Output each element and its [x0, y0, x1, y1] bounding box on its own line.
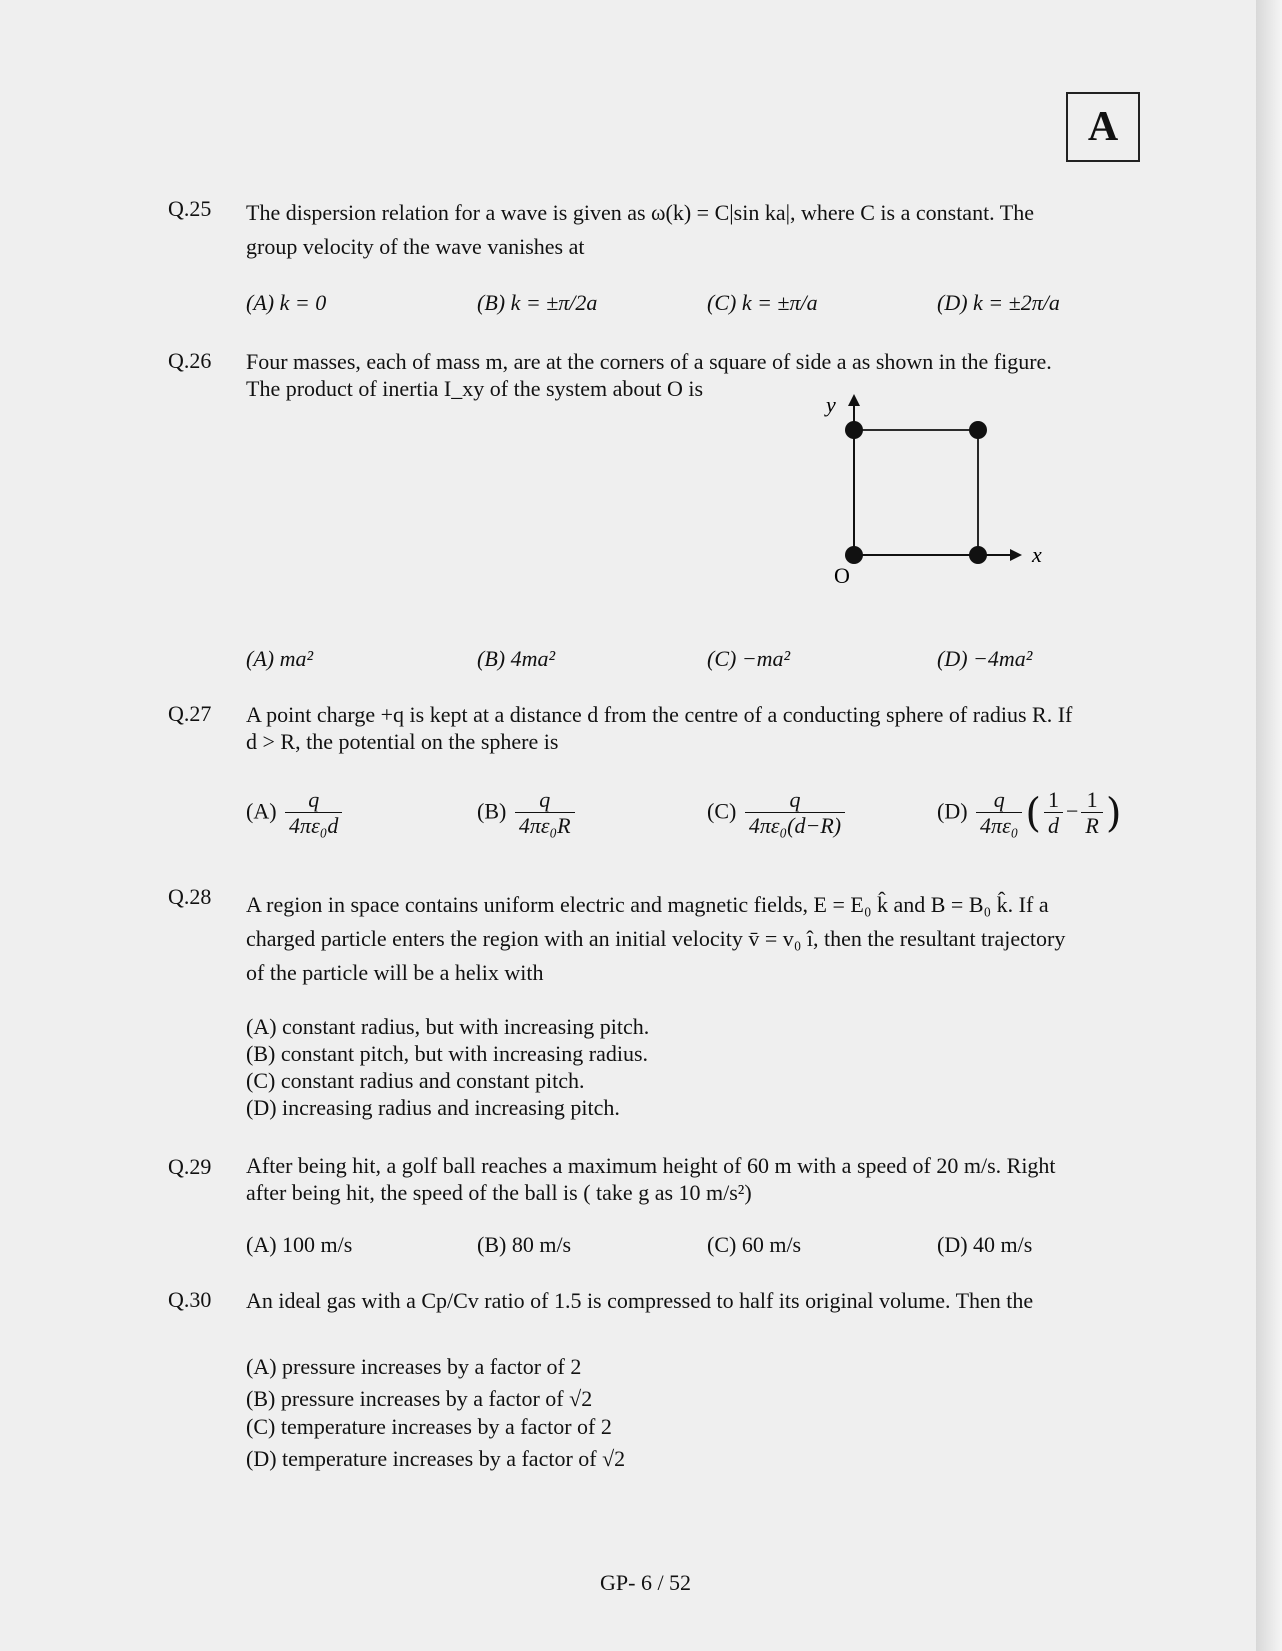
question-30-line-1: An ideal gas with a Cp/Cv ratio of 1.5 is compressed to half its original volume. Then the [246, 1288, 1034, 1313]
question-number-26: Q.26 [168, 348, 212, 373]
q28-option-a[interactable]: (A) constant radius, but with increasing pitch. [246, 1014, 650, 1039]
q27-option-d-label: (D) [937, 798, 968, 824]
q27-option-c[interactable] [707, 788, 848, 839]
q27-option-a[interactable] [246, 788, 345, 839]
set-label: A [1066, 92, 1140, 162]
q27-d-minus: − [1066, 798, 1079, 824]
q30-option-b[interactable]: (B) pressure increases by a factor of √2 [246, 1386, 593, 1411]
page-footer: GP- 6 / 52 [600, 1570, 692, 1595]
q30-option-a[interactable]: (A) pressure increases by a factor of 2 [246, 1354, 582, 1379]
question-25-line-2: group velocity of the wave vanishes at [246, 234, 585, 259]
q26-option-a[interactable]: (A) ma² [246, 646, 314, 671]
right-paren: ) [1105, 790, 1122, 837]
q29-option-c[interactable]: (C) 60 m/s [707, 1232, 802, 1257]
question-number-28: Q.28 [168, 884, 212, 909]
q27-a-numerator: q [285, 788, 342, 813]
question-number-30: Q.30 [168, 1287, 212, 1312]
question-28-line-3: of the particle will be a helix with [246, 960, 544, 985]
question-28-line-1: A region in space contains uniform electric and magnetic fields, E = E₀ k̂ and B = B₀ k̂. If a [246, 892, 1049, 917]
q25-option-a[interactable]: (A) k = 0 [246, 290, 327, 315]
q25-option-d[interactable]: (D) k = ±2π/a [937, 290, 1060, 315]
mass-top-right [969, 421, 987, 439]
question-28-line-2: charged particle enters the region with an initial velocity v̄ = v₀ î, then the resultant trajectory [246, 926, 1066, 951]
q27-c-numerator: q [745, 788, 845, 813]
x-axis-label: x [1032, 542, 1042, 567]
question-number-29: Q.29 [168, 1154, 212, 1179]
q28-option-b[interactable]: (B) constant pitch, but with increasing radius. [246, 1041, 649, 1066]
q26-option-b[interactable]: (B) 4ma² [477, 646, 556, 671]
square-masses-figure [810, 392, 1060, 592]
q27-d-inner-fraction-1 [1044, 788, 1063, 839]
question-29-text [246, 1152, 1146, 1206]
q27-d-inner-fraction-2 [1081, 788, 1102, 839]
q27-option-b-label: (B) [477, 798, 507, 824]
question-25-text [246, 196, 1146, 264]
q29-option-a[interactable]: (A) 100 m/s [246, 1232, 353, 1257]
q27-b-denominator: 4πε₀R [518, 813, 571, 838]
y-axis-label: y [826, 392, 836, 417]
q27-d-numerator: q [976, 788, 1022, 813]
q27-b-numerator: q [515, 788, 575, 813]
question-29-line-2: after being hit, the speed of the ball is ( take g as 10 m/s²) [246, 1180, 752, 1205]
x-axis-arrow-icon [1010, 549, 1022, 561]
q27-d-inner-den1: d [1048, 813, 1059, 838]
y-axis-arrow-icon [848, 394, 860, 406]
q27-option-d[interactable] [937, 788, 1121, 839]
q27-d-inner-den2: R [1085, 813, 1099, 838]
q27-d-denominator: 4πε₀ [980, 813, 1019, 838]
q27-a-denominator: 4πε₀d [289, 813, 339, 838]
q28-option-c[interactable]: (C) constant radius and constant pitch. [246, 1068, 585, 1093]
q27-option-c-label: (C) [707, 798, 737, 824]
question-26-line-2: The product of inertia I_xy of the system about O is [246, 376, 704, 401]
q30-option-d[interactable]: (D) temperature increases by a factor of √2 [246, 1446, 626, 1471]
q26-option-c[interactable]: (C) −ma² [707, 646, 791, 671]
q29-option-b[interactable]: (B) 80 m/s [477, 1232, 572, 1257]
question-25-line-1: The dispersion relation for a wave is given as ω(k) = C|sin ka|, where C is a constant. The [246, 200, 1034, 225]
q25-option-b[interactable]: (B) k = ±π/2a [477, 290, 598, 315]
question-27-line-1: A point charge +q is kept at a distance d from the centre of a conducting sphere of radius R. If [246, 702, 1073, 727]
q27-option-c-fraction [745, 788, 845, 839]
origin-label: O [834, 563, 850, 588]
question-number-25: Q.25 [168, 196, 212, 221]
q27-option-a-label: (A) [246, 798, 277, 824]
question-27-text [246, 701, 1146, 755]
q29-option-d[interactable]: (D) 40 m/s [937, 1232, 1033, 1257]
question-28-text [246, 888, 1146, 990]
q28-option-d[interactable]: (D) increasing radius and increasing pitch. [246, 1095, 620, 1120]
mass-bottom-right [969, 546, 987, 564]
question-30-text [246, 1284, 1146, 1318]
left-paren: ( [1025, 790, 1041, 837]
mass-top-left [845, 421, 863, 439]
q27-option-d-fraction [976, 788, 1022, 839]
q27-d-inner-num1: 1 [1044, 788, 1063, 813]
mass-origin [845, 546, 863, 564]
q25-option-c[interactable]: (C) k = ±π/a [707, 290, 818, 315]
q27-d-inner-num2: 1 [1081, 788, 1102, 813]
q27-option-a-fraction [285, 788, 342, 839]
page-edge [1256, 0, 1282, 1651]
question-29-line-1: After being hit, a golf ball reaches a maximum height of 60 m with a speed of 20 m/s. Right [246, 1153, 1056, 1178]
question-number-27: Q.27 [168, 701, 212, 726]
question-26-line-1: Four masses, each of mass m, are at the corners of a square of side a as shown in the figure. [246, 349, 1052, 374]
question-27-line-2: d > R, the potential on the sphere is [246, 729, 559, 754]
q30-option-c[interactable]: (C) temperature increases by a factor of 2 [246, 1414, 612, 1439]
q27-c-denominator: 4πε₀(d−R) [748, 813, 842, 838]
q27-option-b[interactable] [477, 788, 578, 839]
q27-option-b-fraction [515, 788, 575, 839]
q26-option-d[interactable]: (D) −4ma² [937, 646, 1033, 671]
